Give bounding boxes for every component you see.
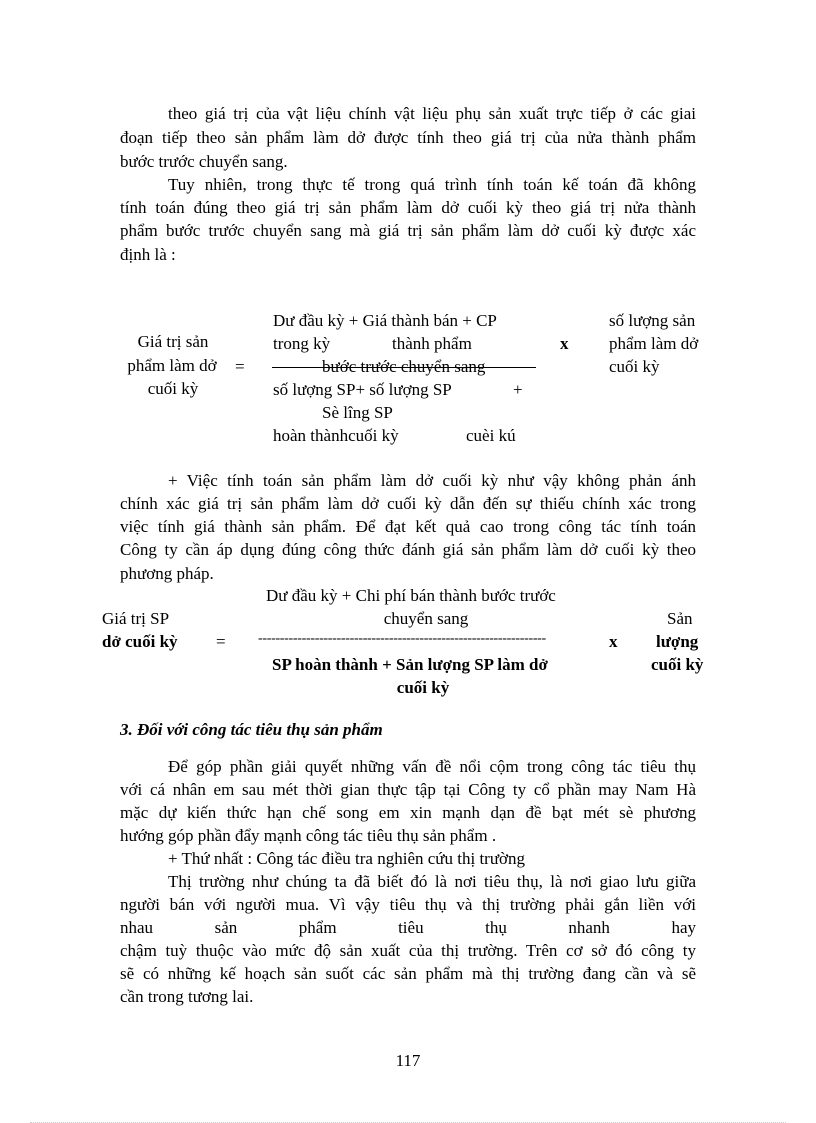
paragraph-line: Để góp phần giải quyết những vấn đề nổi cộm trong công tác tiêu thụ [168,757,696,776]
paragraph-line: đoạn tiếp theo sản phẩm làm dở được tính theo giá trị của nửa thành phẩm [120,128,696,147]
equals-sign: = [216,632,226,651]
paragraph-line: bước trước chuyển sang. [120,152,288,171]
paragraph-line: Tuy nhiên, trong thực tế trong quá trình tính toán kế toán đã không [168,175,696,194]
paragraph-line: việc tính giá thành sản phẩm. Để đạt kết quả cao trong công tác tính toán [120,517,696,536]
formula-2-right-line: Sản [667,609,693,628]
section-heading: 3. Đối với công tác tiêu thụ sản phẩm [120,720,383,739]
formula-1-right-line: cuối kỳ [609,357,660,376]
paragraph-line: tính toán đúng theo giá trị sản phẩm làm dở cuối kỳ theo giá trị nửa thành [120,198,696,217]
formula-2-denominator: cuối kỳ [396,678,450,697]
formula-1-left-line: phẩm làm dở [127,356,217,375]
formula-1-denominator: Sè lîng SP [322,403,393,422]
formula-1-right-line: số lượng sản [609,311,696,330]
paragraph-line: hướng góp phần đẩy mạnh công tác tiêu thụ sản phẩm . [120,826,497,845]
formula-1-denominator: số lượng SP+ số lượng SP [273,380,452,399]
formula-2-numerator: Dư đầu kỳ + Chi phí bán thành bước trước [266,586,556,605]
formula-1-denominator: hoàn thànhcuối kỳ [273,426,399,445]
formula-2-right-line: lượng [656,632,699,651]
equals-sign: = [235,357,245,376]
paragraph-line: cần trong tương lai. [120,987,254,1006]
formula-2-right-line: cuối kỳ [651,655,704,674]
page-number: 117 [395,1051,421,1070]
paragraph-line: + Việc tính toán sản phẩm làm dở cuối kỳ như vậy không phản ánh [168,471,696,490]
formula-1-left-line: Giá trị sản [137,332,209,351]
formula-1-right-line: phẩm làm dở [609,334,699,353]
paragraph-line: phẩm bước trước chuyển sang mà giá trị sản phẩm làm dở cuối kỳ được xác [120,221,696,240]
paragraph-line: nhau sản phẩm tiêu thụ nhanh hay [120,918,696,937]
paragraph-line: chính xác giá trị sản phẩm làm dở cuối kỳ dẫn đến sự thiếu chính xác trong [120,494,696,513]
paragraph-line: Thị trường như chúng ta đã biết đó là nơi tiêu thụ, là nơi giao lưu giữa [168,872,696,891]
multiply-sign: x [609,632,618,651]
formula-1-numerator: thành phẩm [392,334,472,353]
paragraph-line: sẽ có những kế hoạch sản suốt các sản phẩm mà thị trường đang cần và sẽ [120,964,696,983]
formula-1-numerator: Dư đầu kỳ + Giá thành bán + CP [273,311,497,330]
paragraph-line: người bán với người mua. Vì vậy tiêu thụ và thị trường phải gắn liền với [120,895,696,914]
paragraph-line: + Thứ nhất : Công tác điều tra nghiên cứu thị trường [168,849,526,868]
paragraph-line: mặc dự kiến thức hạn chế song em xin mạnh dạn đề bạt mét sè phương [120,803,696,822]
formula-2-left-line: dở cuối kỳ [102,632,178,651]
formula-2-left-line: Giá trị SP [102,609,170,628]
fraction-bar: ------------------------------------------------------------------ [258,631,546,646]
formula-1-numerator: trong kỳ [273,334,331,353]
paragraph-line: với cá nhân em sau mét thời gian thực tập tại Công ty cổ phần may Nam Hà [120,780,696,799]
multiply-sign: x [560,334,569,353]
formula-1-denominator: + [513,380,523,399]
formula-1-denominator: cuèi kú [466,426,516,445]
paragraph-line: chậm tuỳ thuộc vào mức độ sản xuất của thị trường. Trên cơ sở đó công ty [120,941,696,960]
paragraph-line: theo giá trị của vật liệu chính vật liệu phụ sản xuất trực tiếp ở các giai [168,104,696,123]
formula-2-denominator: SP hoàn thành + Sản lượng SP làm dở [272,655,548,674]
paragraph-line: Công ty cần áp dụng đúng công thức đánh giá sản phẩm làm dở cuối kỳ theo [120,540,696,559]
fraction-bar [272,367,536,368]
paragraph-line: định là : [120,245,176,264]
formula-2-numerator: chuyển sang [383,609,469,628]
paragraph-line: phương pháp. [120,564,214,583]
formula-1-left-line: cuối kỳ [147,379,199,398]
formula-1-numerator: bước trước chuyển sang [322,357,486,376]
